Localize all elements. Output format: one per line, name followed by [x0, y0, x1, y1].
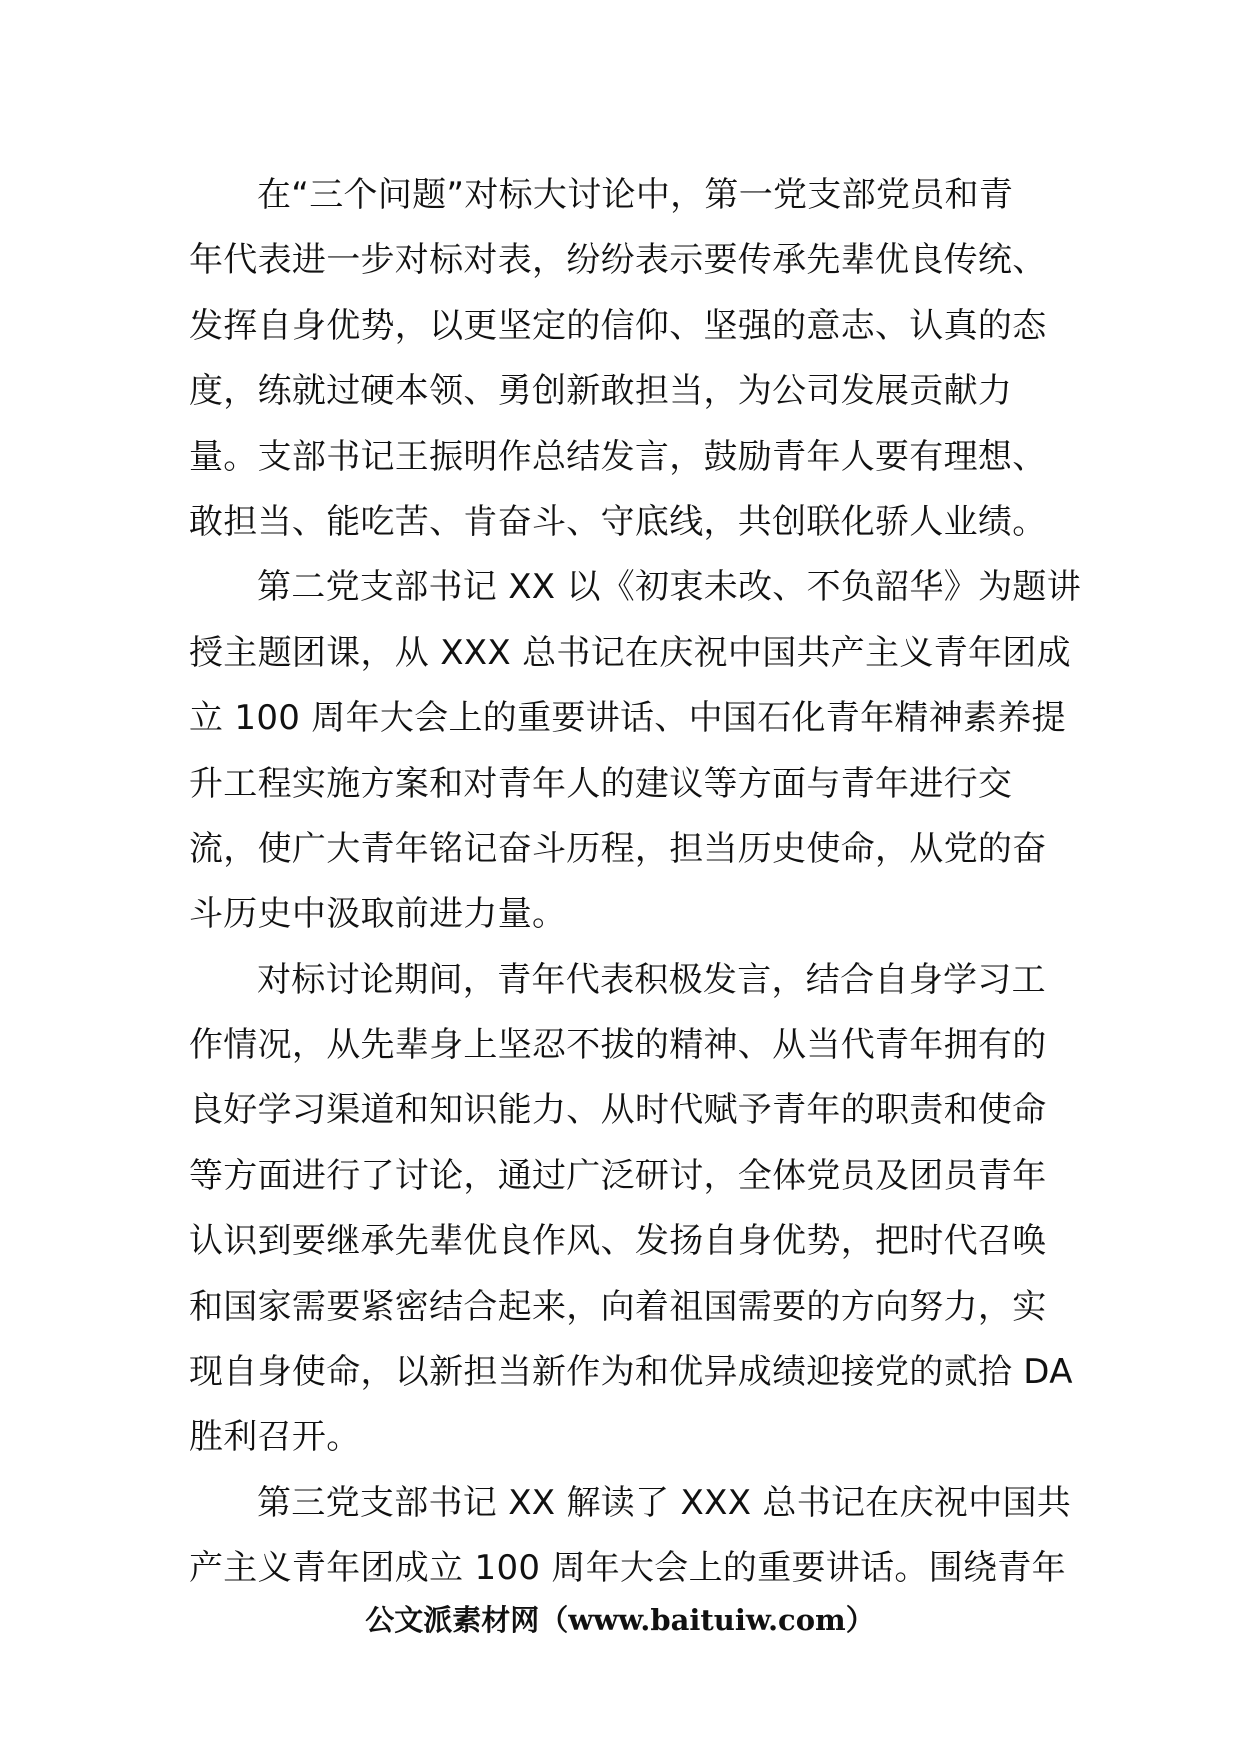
paragraph-4-line-1: 第三党支部书记 XX 解读了 XXX 总书记在庆祝中国共: [257, 1482, 1072, 1523]
paragraph-3-line-2: 作情况，从先辈身上坚忍不拔的精神、从当代青年拥有的: [189, 1025, 1047, 1066]
paragraph-1-line-2: 年代表进一步对标对表，纷纷表示要传承先辈优良传统、: [189, 240, 1047, 281]
paragraph-2-line-6: 斗历史中汲取前进力量。: [189, 894, 567, 935]
paragraph-3-line-4: 等方面进行了讨论，通过广泛研讨，全体党员及团员青年: [189, 1155, 1047, 1196]
paragraph-2-line-2: 授主题团课，从 XXX 总书记在庆祝中国共产主义青年团成: [189, 632, 1071, 673]
paragraph-3-line-7: 现自身使命，以新担当新作为和优异成绩迎接党的贰拾 DA: [189, 1352, 1073, 1393]
paragraph-3-line-3: 良好学习渠道和知识能力、从时代赋予青年的职责和使命: [189, 1090, 1047, 1131]
paragraph-1-line-4: 度，练就过硬本领、勇创新敢担当，为公司发展贡献力: [189, 371, 1013, 412]
paragraph-3-line-5: 认识到要继承先辈优良作风、发扬自身优势，把时代召唤: [189, 1221, 1047, 1262]
paragraph-2-line-4: 升工程实施方案和对青年人的建议等方面与青年进行交: [189, 763, 1013, 804]
paragraph-3-line-8: 胜利召开。: [189, 1417, 361, 1458]
paragraph-1-line-3: 发挥自身优势，以更坚定的信仰、坚强的意志、认真的态: [189, 305, 1047, 346]
paragraph-2-line-5: 流，使广大青年铭记奋斗历程，担当历史使命，从党的奋: [189, 828, 1047, 869]
document-body: [189, 163, 1081, 1602]
paragraph-3-line-1: 对标讨论期间，青年代表积极发言，结合自身学习工: [257, 959, 1046, 1000]
paragraph-3-line-6: 和国家需要紧密结合起来，向着祖国需要的方向努力，实: [189, 1286, 1047, 1327]
paragraph-1-line-5: 量。支部书记王振明作总结发言，鼓励青年人要有理想、: [189, 436, 1047, 477]
paragraph-1-line-6: 敢担当、能吃苦、肯奋斗、守底线，共创联化骄人业绩。: [189, 501, 1047, 542]
footer-source-watermark: 公文派素材网（www.baituiw.com）: [365, 1603, 875, 1637]
paragraph-2-line-1: 第二党支部书记 XX 以《初衷未改、不负韶华》为题讲: [257, 567, 1081, 608]
paragraph-4-line-2: 产主义青年团成立 100 周年大会上的重要讲话。围绕青年: [189, 1548, 1066, 1589]
paragraph-1-line-1: 在“三个问题”对标大讨论中，第一党支部党员和青: [257, 175, 1014, 215]
paragraph-2-line-3: 立 100 周年大会上的重要讲话、中国石化青年精神素养提: [189, 698, 1066, 739]
